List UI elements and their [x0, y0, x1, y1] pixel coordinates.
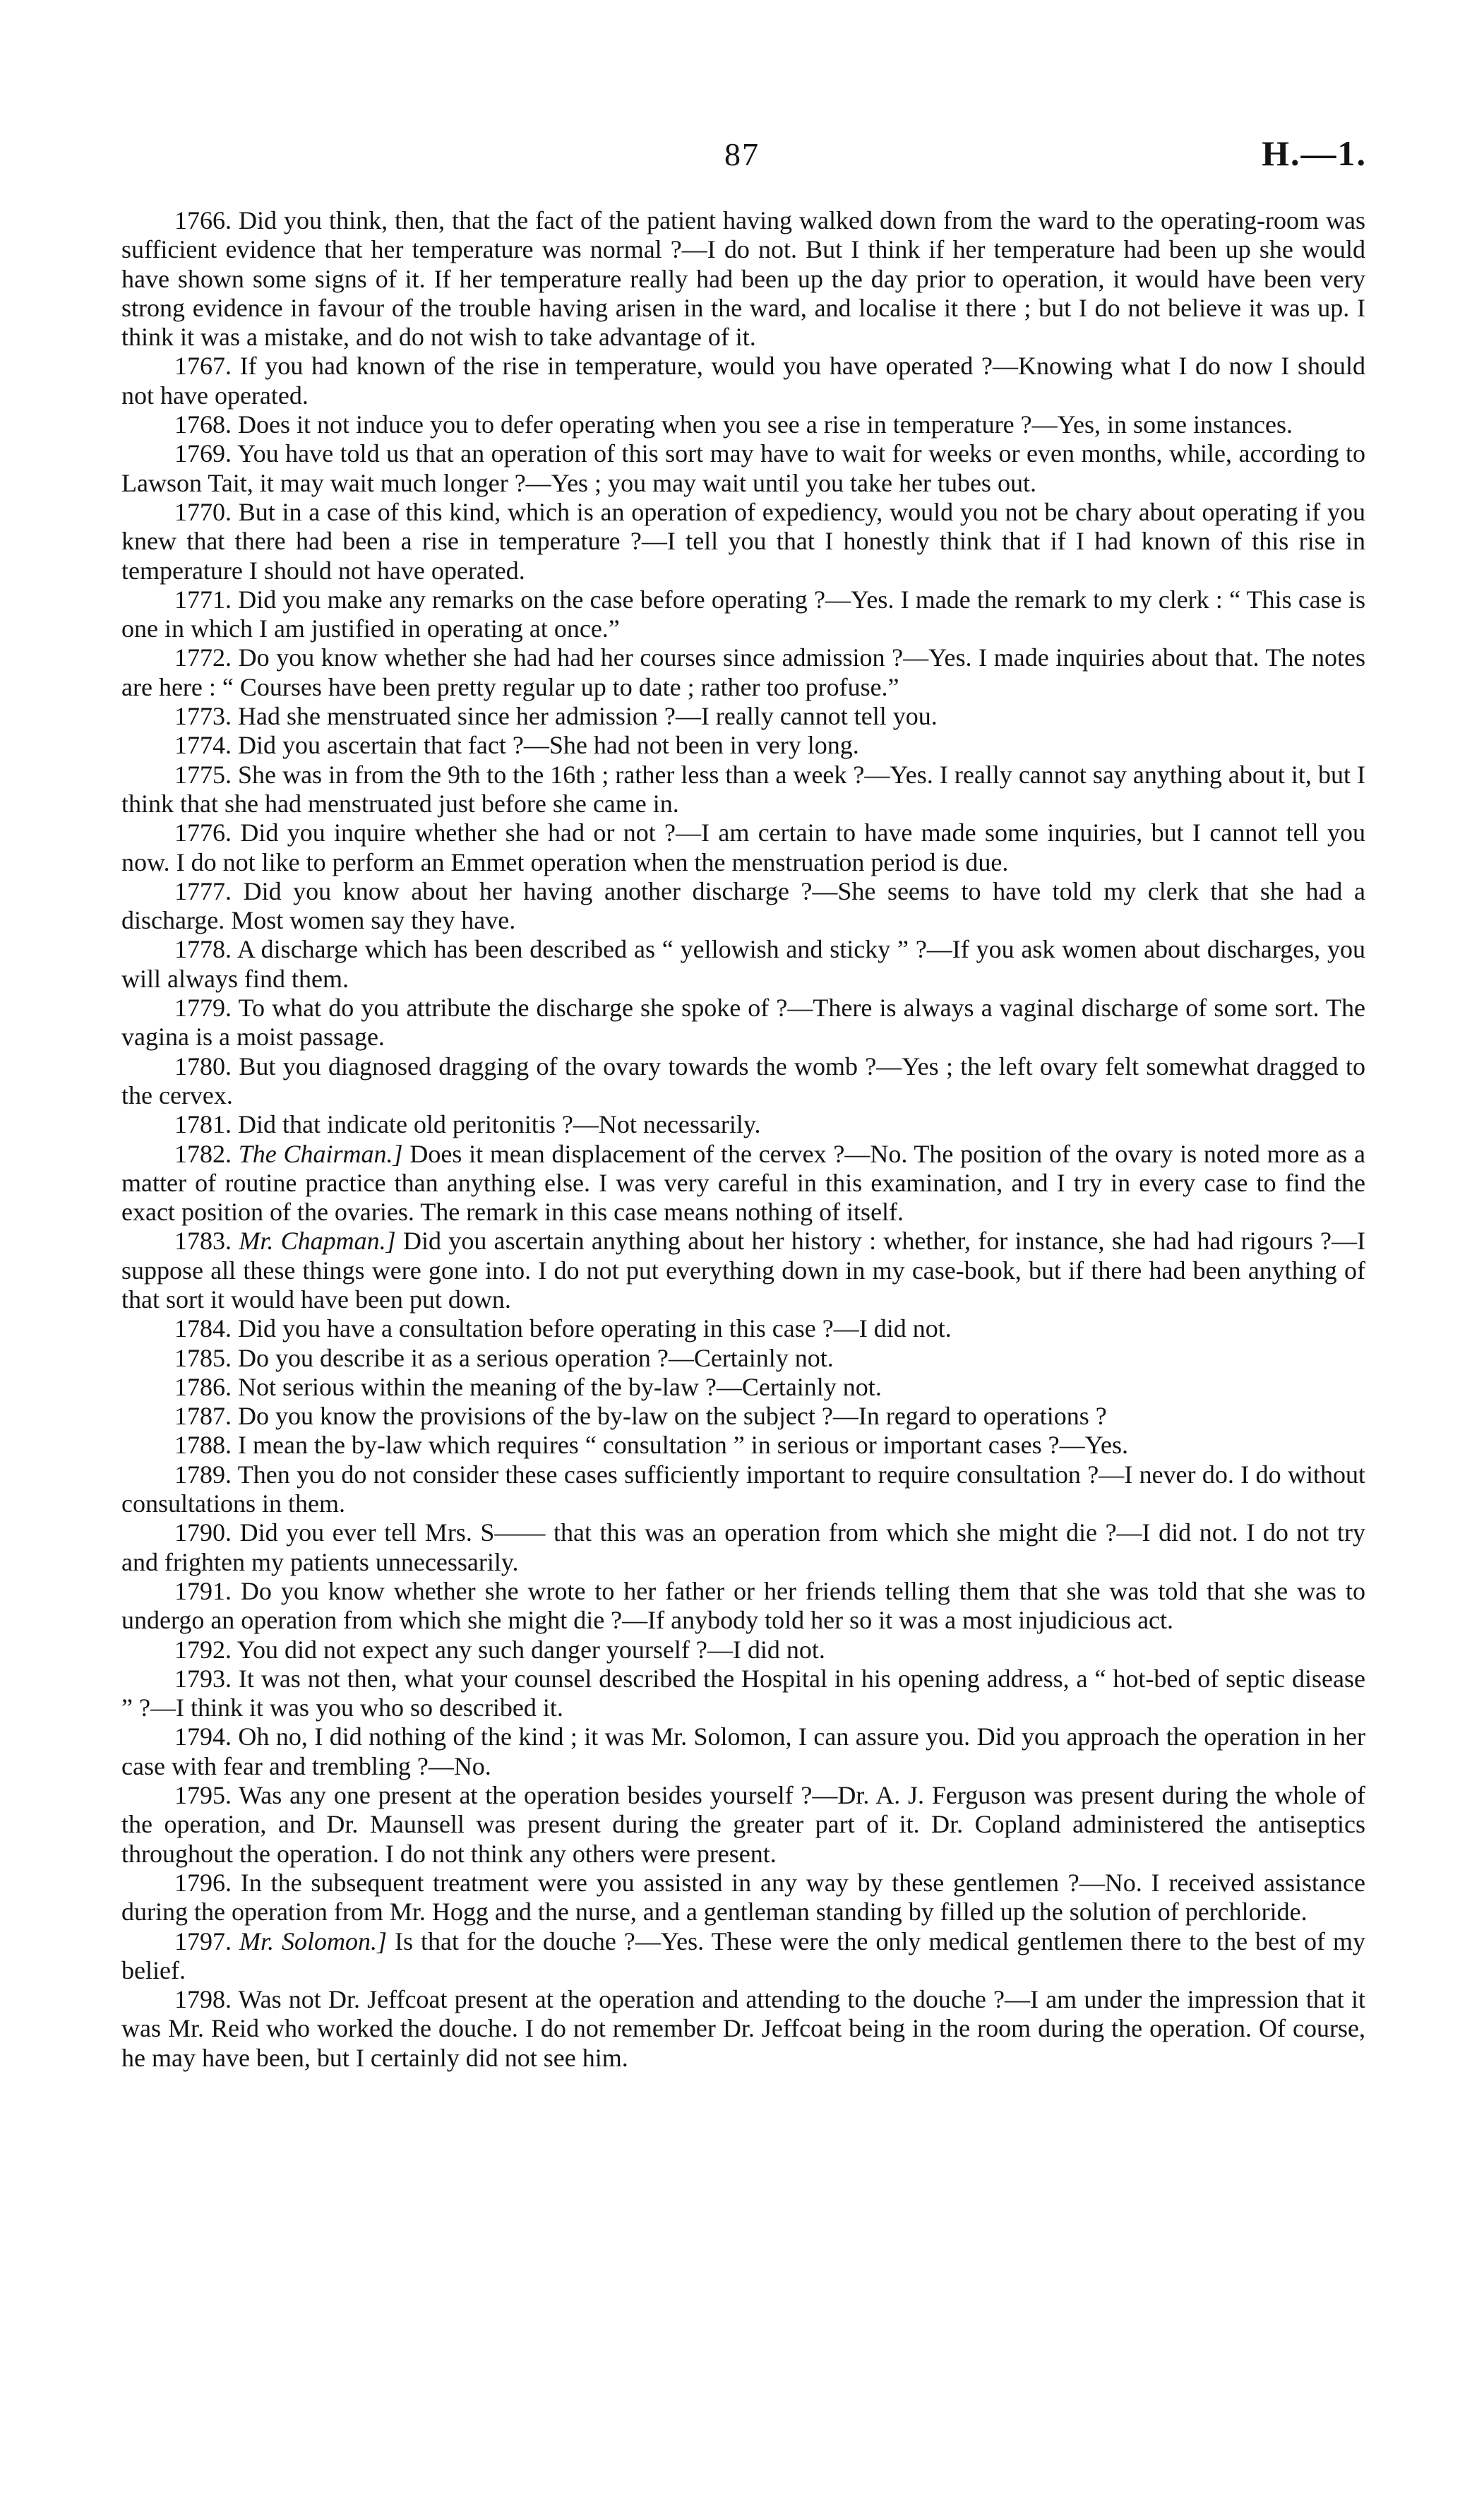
question-1768: 1768. Does it not induce you to defer operating when you see a rise in temperature ?—Yes, in some instances.	[174, 410, 1293, 439]
question-1788: 1788. I mean the by-law which requires “ consultation ” in serious or important cases ?—Yes.	[174, 1431, 1129, 1460]
question-1790: 1790. Did you ever tell Mrs. S—— that this was an operation from which she might die ?—I did not. I do not try and frighten my patients unnecessarily.	[121, 1518, 1365, 1576]
question-1781: 1781. Did that indicate old peritonitis ?—Not necessarily.	[174, 1110, 761, 1139]
speaker-label: Mr. Solomon.]	[239, 1927, 387, 1955]
question-1767: 1767. If you had known of the rise in temperature, would you have operated ?—Knowing what I do now I should not have operated.	[121, 352, 1365, 410]
question-1773: 1773. Had she menstruated since her admission ?—I really cannot tell you.	[174, 702, 938, 731]
page-number: 87	[724, 136, 760, 172]
question-1786: 1786. Not serious within the meaning of the by-law ?—Certainly not.	[174, 1372, 882, 1401]
testimony-body	[121, 206, 1365, 2073]
question-1782	[121, 1140, 1365, 1227]
question-number: 1782.	[174, 1139, 232, 1168]
question-1783	[121, 1227, 1365, 1314]
question-text: Does it mean displacement of the cervex ?—No. The position of the ovary is noted more as a matter of routine practice than anything else. I was very careful in this examination, and I try in every case to find the exact position of the ovaries. The remark in this case means nothing of itself.	[121, 1139, 1366, 1227]
question-text: Is that for the douche ?—Yes. These were the only medical gentlemen there to the best of my belief.	[121, 1927, 1365, 1984]
question-1798: 1798. Was not Dr. Jeffcoat present at the operation and attending to the douche ?—I am under the impression that it was Mr. Reid who worked the douche. I do not remember Dr. Jeffcoat being in the room during the operation. Of course, he may have been, but I certainly did not see him.	[121, 1985, 1365, 2072]
speaker-label: The Chairman.]	[238, 1139, 403, 1168]
question-1772: 1772. Do you know whether she had had her courses since admission ?—Yes. I made inquiries about that. The notes are here : “ Courses have been pretty regular up to date ; rather too profuse.”	[121, 643, 1365, 701]
question-1766: 1766. Did you think, then, that the fact of the patient having walked down from the ward to the operating-room was sufficient evidence that her temperature was normal ?—I do not. But I think if her temperature had been up she would have shown some signs of it. If her temperature really had been up the day prior to operation, it would have been very strong evidence in favour of the trouble having arisen in the ward, and localise it there ; but I do not believe it was up. I think it was a mistake, and do not wish to take advantage of it.	[121, 206, 1365, 352]
question-number: 1797.	[174, 1927, 232, 1955]
question-1791: 1791. Do you know whether she wrote to her father or her friends telling them that she was told that she was to undergo an operation from which she might die ?—If anybody told her so it was a most injudicious act.	[121, 1576, 1365, 1635]
question-1774: 1774. Did you ascertain that fact ?—She had not been in very long.	[174, 731, 859, 760]
question-1784: 1784. Did you have a consultation before operating in this case ?—I did not.	[174, 1314, 952, 1343]
question-1792: 1792. You did not expect any such danger yourself ?—I did not.	[174, 1635, 825, 1664]
question-1779: 1779. To what do you attribute the discharge she spoke of ?—There is always a vaginal discharge of some sort. The vagina is a moist passage.	[121, 994, 1365, 1052]
question-1775: 1775. She was in from the 9th to the 16th ; rather less than a week ?—Yes. I really cannot say anything about it, but I think that she had menstruated just before she came in.	[121, 760, 1365, 818]
question-1796: 1796. In the subsequent treatment were you assisted in any way by these gentlemen ?—No. I received assistance during the operation from Mr. Hogg and the nurse, and a gentleman standing by filled up the solution of perchloride.	[121, 1868, 1365, 1927]
question-1778: 1778. A discharge which has been described as “ yellowish and sticky ” ?—If you ask women about discharges, you will always find them.	[121, 935, 1365, 993]
question-number: 1783.	[174, 1227, 232, 1256]
question-1769: 1769. You have told us that an operation of this sort may have to wait for weeks or even months, while, according to Lawson Tait, it may wait much longer ?—Yes ; you may wait until you take her tubes out.	[121, 439, 1365, 497]
question-1776: 1776. Did you inquire whether she had or not ?—I am certain to have made some inquiries, but I cannot tell you now. I do not like to perform an Emmet operation when the menstruation period is due.	[121, 818, 1365, 876]
question-1797	[121, 1927, 1365, 1986]
question-text: Did you ascertain anything about her history : whether, for instance, she had had rigours ?—I suppose all these things were gone into. I do not put everything down in my case-book, but if there had been anything of that sort it would have been put down.	[121, 1227, 1366, 1314]
question-1777: 1777. Did you know about her having another discharge ?—She seems to have told my clerk that she had a discharge. Most women say they have.	[121, 876, 1365, 935]
question-1780: 1780. But you diagnosed dragging of the ovary towards the womb ?—Yes ; the left ovary felt somewhat dragged to the cervex.	[121, 1052, 1365, 1109]
question-1793: 1793. It was not then, what your counsel described the Hospital in his opening address, a “ hot-bed of septic disease ” ?—I think it was you who so described it.	[121, 1664, 1365, 1722]
question-1770: 1770. But in a case of this kind, which is an operation of expediency, would you not be chary about operating if you knew that there had been a rise in temperature ?—I tell you that I honestly think that if I had known of this rise in temperature I should not have operated.	[121, 497, 1365, 585]
question-1771: 1771. Did you make any remarks on the case before operating ?—Yes. I made the remark to my clerk : “ This case is one in which I am justified in operating at once.”	[121, 585, 1365, 643]
speaker-label: Mr. Chapman.]	[239, 1227, 396, 1256]
question-1787: 1787. Do you know the provisions of the by-law on the subject ?—In regard to operations ?	[174, 1402, 1107, 1431]
question-1785: 1785. Do you describe it as a serious operation ?—Certainly not.	[174, 1343, 834, 1372]
question-1789: 1789. Then you do not consider these cases sufficiently important to require consultation ?—I never do. I do without consultations in them.	[121, 1460, 1365, 1518]
question-1795: 1795. Was any one present at the operation besides yourself ?—Dr. A. J. Ferguson was present during the whole of the operation, and Dr. Maunsell was present during the greater part of it. Dr. Copland administered the antiseptics throughout the operation. I do not think any others were present.	[121, 1781, 1365, 1868]
series-code: H.—1.	[1262, 133, 1367, 173]
question-1794: 1794. Oh no, I did nothing of the kind ; it was Mr. Solomon, I can assure you. Did you approach the operation in her case with fear and trembling ?—No.	[121, 1722, 1365, 1780]
